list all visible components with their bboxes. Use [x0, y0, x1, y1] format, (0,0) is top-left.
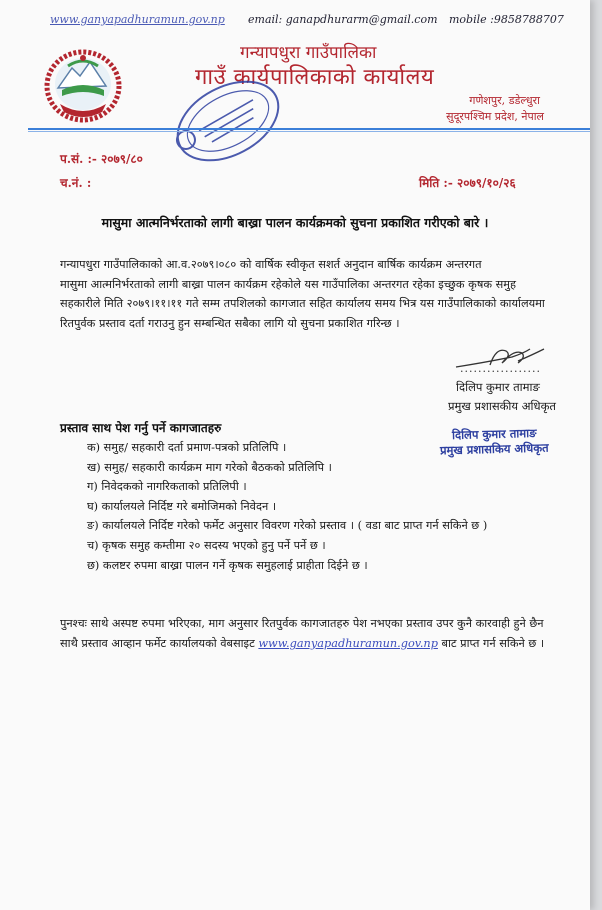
address-line-1: गणेशपुर, डडेल्धुरा [469, 94, 540, 107]
note-line: पुनश्चः साथे अस्पष्ट रुपमा भरिएका, माग अनुसार रितपुर्वक कागजातहरु पेश नभएका प्रस्ताव उपर कुनै कारवाही हुने छैन [60, 617, 544, 630]
letter-body [60, 255, 567, 333]
body-line: रितपुर्वक प्रस्ताव दर्ता गराउनु हुन सम्बन्धित सबैका लागि यो सुचना प्रकाशित गरिन्छ । [60, 316, 400, 330]
body-line: सहकारीले मिति २०७९।११।११ गते सम्म तपशिलको कागजात सहित कार्यालय समय भित्र यस गाउँपालिकाको कार्यालयमा [60, 297, 545, 310]
website-link[interactable]: www.ganyapadhuramun.gov.np [50, 13, 225, 26]
municipality-name: गन्यापधुरा गाउँपालिका [240, 43, 377, 63]
list-item: छ) कलष्टर रुपमा बाख्रा पालन गर्ने कृषक समुहलाई प्राहीता दिईने छ । [87, 558, 368, 572]
list-item: क) समुह/ सहकारी दर्ता प्रमाण-पत्रको प्रतिलिपि । [87, 441, 287, 454]
office-title: गाउँ कार्यपालिकाको कार्यालय [195, 65, 435, 90]
signatory-title: प्रमुख प्रशासकीय अधिकृत [448, 399, 556, 413]
letter-number: प.सं. :- २०७९/८० [60, 152, 143, 166]
letter-date: मिति :- २०७९/१०/२६ [419, 176, 516, 190]
documents-list [87, 438, 487, 575]
dispatch-number: च.नं. : [60, 176, 92, 190]
name-stamp: दिलिप कुमार तामाङ [451, 425, 537, 443]
documents-heading: प्रस्ताव साथ पेश गर्नु पर्ने कागजातहरु [60, 421, 222, 435]
list-item: च) कृषक समुह कम्तीमा २० सदस्य भएको हुनु पर्ने पर्ने छ । [87, 538, 326, 552]
list-item: ङ) कार्यालयले निर्दिष्ट गरेको फर्मेट अनुसार विवरण गरेको प्रस्ताव । ( वडा बाट प्राप्त गर्न सकिने छ ) [87, 519, 488, 533]
list-item: घ) कार्यालयले निर्दिष्ट गरे बमोजिमको निवेदन । [87, 499, 277, 513]
letter-subject: मासुमा आत्मनिर्भरताको लागी बाख्रा पालन कार्यक्रमको सुचना प्रकाशित गरीएको बारे । [101, 215, 489, 230]
list-item: ग) निवेदकको नागरिकताको प्रतिलिपी । [87, 480, 247, 494]
nepal-emblem-icon [40, 44, 126, 126]
address-line-2: सुदूरपश्चिम प्रदेश, नेपाल [446, 110, 544, 123]
header-rule [28, 128, 590, 130]
website-link-inline[interactable]: www.ganyapadhuramun.gov.np [258, 637, 438, 650]
note-line-2 [60, 634, 570, 654]
header-rule-thin [28, 131, 590, 132]
body-line: गन्यापधुरा गाउँपालिकाको आ.व.२०७९।०८० को वार्षिक स्वीकृत सशर्त अनुदान बार्षिक कार्यक्रम अन्तरगत [60, 258, 482, 271]
signatory-name: दिलिप कुमार तामाङ [456, 380, 540, 394]
mobile-number: mobile :9858788707 [449, 13, 564, 26]
email-address: email: ganapdhurarm@gmail.com [248, 13, 438, 26]
note-text: साथै प्रस्ताव आव्हान फर्मेट कार्यालयको वेबसाइट [60, 637, 259, 650]
title-stamp: प्रमुख प्रशासकिय अधिकृत [439, 440, 549, 458]
list-item: ख) समुह/ सहकारी कार्यक्रम माग गरेको बैठकको प्रतिलिपि । [87, 460, 332, 474]
postscript-note [60, 614, 570, 654]
note-text-end: बाट प्राप्त गर्न सकिने छ । [437, 637, 545, 650]
signature-line: .................. [460, 362, 541, 375]
office-stamp [168, 78, 288, 164]
body-line: मासुमा आत्मनिर्भरताको लागी बाख्रा पालन कार्यक्रम रहेकोले यस गाउँपालिका अन्तरगत रहेका इच्छुक कृषक समुह [60, 277, 517, 291]
